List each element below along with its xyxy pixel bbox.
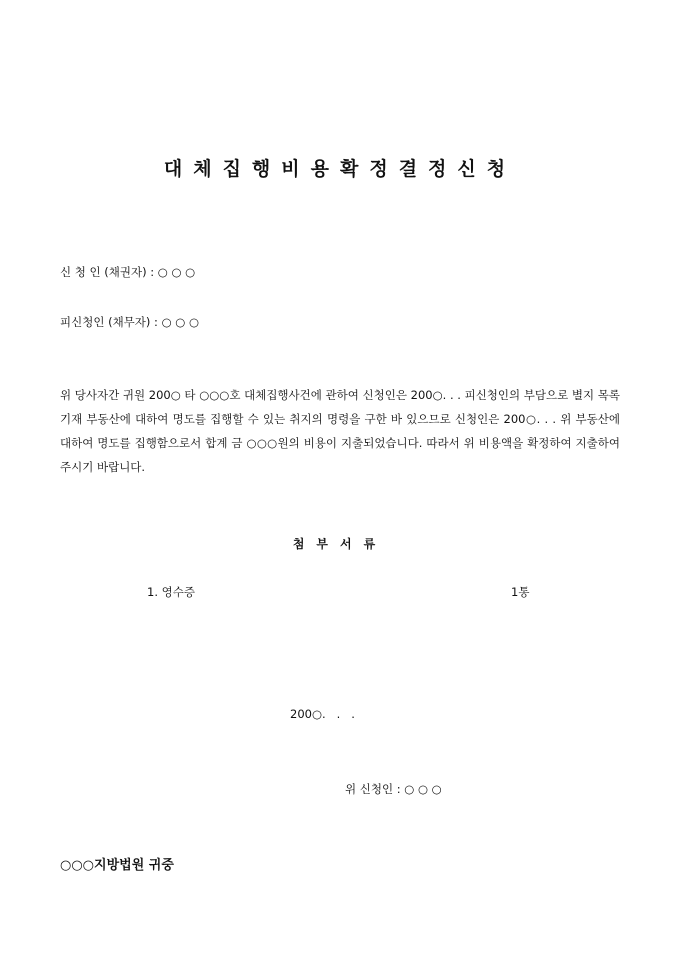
court-addressee: ○○○지방법원 귀중	[60, 858, 174, 873]
attachment-item-label: 1. 영수증	[147, 585, 195, 599]
respondent-line: 피신청인 (채무자) : ○ ○ ○	[60, 315, 199, 329]
attachment-item-count: 1통	[511, 585, 530, 599]
applicant-line: 신 청 인 (채권자) : ○ ○ ○	[60, 265, 196, 279]
signer-line: 위 신청인 : ○ ○ ○	[345, 782, 442, 796]
body-paragraph: 위 당사자간 귀원 200○ 타 ○○○호 대체집행사건에 관하여 신청인은 200○. . . 피신청인의 부담으로 별지 목록 기재 부동산에 대하여 명도를 집행할 수 있는 취지의 명령을 구한 바 있으므로 신청인은 200○. . . 위 부동산에 대하여 명도를 집행함으로서 합계 금 ○○○원의 비용이 지출되었습니다. 따라서 위 비용액을 확정하여 지출하여 주시기 바랍니다.	[60, 388, 620, 474]
attachments-heading: 첨부서류	[292, 537, 388, 551]
date-line: 200○. . .	[290, 707, 355, 721]
document-title: 대체집행비용확정결정신청	[163, 158, 517, 180]
